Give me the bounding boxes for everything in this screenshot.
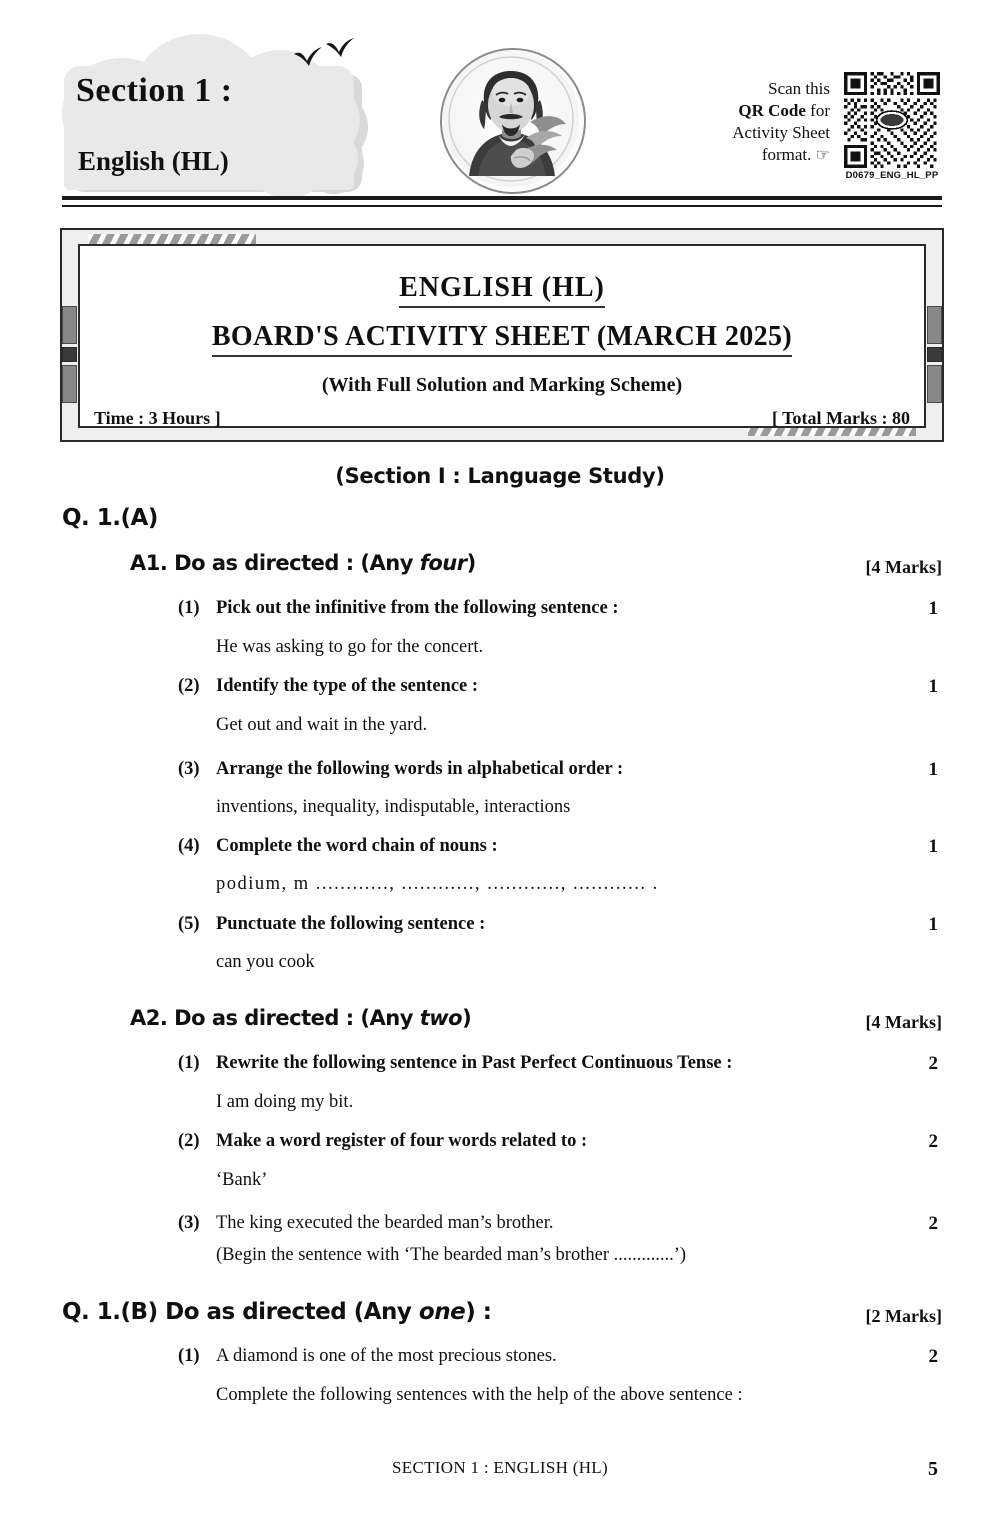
a1-item-5-body: can you cook — [216, 952, 315, 972]
a1-item-3-mark: 1 — [928, 759, 938, 780]
exam-time: Time : 3 Hours ] — [94, 408, 221, 428]
a1-item-2-number: (2) — [178, 676, 200, 696]
q1b-item-1-body: Complete the following sentences with the help of the above sentence : — [216, 1385, 743, 1405]
q1b-item-1-mark: 2 — [928, 1346, 938, 1367]
qr-code-image[interactable] — [844, 72, 940, 168]
a2-item-1-body: I am doing my bit. — [216, 1092, 354, 1112]
a1-item-5-prompt: Punctuate the following sentence : — [216, 914, 486, 934]
a1-marks: [4 Marks] — [865, 557, 942, 577]
banner-rule-thick — [62, 196, 942, 200]
a1-item-2-mark: 1 — [928, 676, 938, 697]
exam-title-inner-frame — [78, 244, 926, 428]
a1-item-4-prompt: Complete the word chain of nouns : — [216, 836, 498, 856]
a1-item-1-number: (1) — [178, 598, 200, 618]
a1-item-3-prompt: Arrange the following words in alphabetical order : — [216, 759, 624, 779]
q1b-marks: [2 Marks] — [865, 1306, 942, 1326]
exam-sheet-title — [80, 321, 924, 353]
a2-item-2-mark: 2 — [928, 1131, 938, 1152]
a1-heading-suffix: ) — [466, 551, 476, 575]
q1b-heading-prefix: Q. 1.(B) Do as directed (Any — [62, 1299, 419, 1325]
footer-section-label: SECTION 1 : ENGLISH (HL) — [392, 1458, 608, 1477]
a1-item-2-body: Get out and wait in the yard. — [216, 715, 428, 735]
footer-page-number: 5 — [928, 1458, 938, 1480]
banner-rule-thin — [62, 205, 942, 207]
a2-heading-prefix: A2. Do as directed : (Any — [130, 1006, 420, 1030]
section-heading: (Section I : Language Study) — [335, 464, 665, 488]
a2-item-3-number: (3) — [178, 1213, 200, 1233]
qr-instruction-text — [722, 78, 830, 167]
qr-line-1: Scan this — [768, 79, 830, 98]
exam-subtitle: (With Full Solution and Marking Scheme) — [321, 374, 683, 396]
a2-item-1-prompt: Rewrite the following sentence in Past Perfect Continuous Tense : — [216, 1053, 733, 1073]
a2-item-3-prompt: The king executed the bearded man’s brother. — [216, 1213, 554, 1233]
a2-item-3-mark: 2 — [928, 1213, 938, 1234]
qr-line-3: Activity Sheet — [732, 123, 830, 142]
a1-item-5-mark: 1 — [928, 914, 938, 935]
a1-item-1-body: He was asking to go for the concert. — [216, 637, 484, 657]
exam-title-box — [60, 228, 944, 442]
a1-item-3-number: (3) — [178, 759, 200, 779]
a2-item-1-mark: 2 — [928, 1053, 938, 1074]
a1-item-4-body: podium, m ............, ............, ............, ............ . — [216, 874, 659, 894]
q1b-heading-italic: one — [418, 1299, 466, 1325]
a1-item-1-mark: 1 — [928, 598, 938, 619]
a1-item-3-body: inventions, inequality, indisputable, interactions — [216, 797, 571, 817]
a2-item-2-number: (2) — [178, 1131, 200, 1151]
section-title-line2: English (HL) — [78, 146, 229, 176]
a1-item-2-prompt: Identify the type of the sentence : — [216, 676, 479, 696]
qr-line-2 — [722, 100, 830, 122]
a2-heading-suffix: ) — [462, 1006, 472, 1030]
q1b-item-1-prompt: A diamond is one of the most precious stones. — [216, 1346, 557, 1366]
a2-item-3-body: (Begin the sentence with ‘The bearded man’s brother .............’) — [216, 1245, 687, 1265]
qr-line-2-rest: for — [805, 101, 830, 120]
question-a2-heading — [130, 1006, 471, 1030]
shakespeare-portrait — [440, 48, 586, 194]
exam-subject-title — [80, 272, 924, 304]
q1b-item-1-number: (1) — [178, 1346, 200, 1366]
birds-icon — [290, 36, 370, 76]
a2-heading-italic: two — [419, 1006, 463, 1030]
question-1b-heading — [62, 1299, 491, 1325]
qr-line-4 — [722, 144, 830, 167]
question-a1-heading — [130, 551, 476, 575]
a1-heading-prefix: A1. Do as directed : (Any — [130, 551, 420, 575]
qr-code-caption: D0679_ENG_HL_PP — [845, 170, 939, 181]
page-banner — [0, 0, 1000, 200]
pointing-hand-icon: ☞ — [815, 147, 830, 164]
exam-meta-row — [94, 408, 910, 429]
qr-code-block — [722, 72, 942, 190]
a1-item-4-number: (4) — [178, 836, 200, 856]
a2-marks: [4 Marks] — [865, 1012, 942, 1032]
question-1a-label: Q. 1.(A) — [62, 505, 158, 531]
a2-item-1-number: (1) — [178, 1053, 200, 1073]
q1b-heading-suffix: ) : — [465, 1299, 492, 1325]
a2-item-2-prompt: Make a word register of four words related to : — [216, 1131, 588, 1151]
qr-code-bold: QR Code — [738, 101, 806, 120]
a1-item-5-number: (5) — [178, 914, 200, 934]
exam-subject-title-text: ENGLISH (HL) — [399, 272, 605, 308]
a1-heading-italic: four — [419, 551, 467, 575]
section-title-line1: Section 1 : — [76, 72, 233, 109]
exam-total-marks: [ Total Marks : 80 — [771, 408, 910, 428]
a1-item-1-prompt: Pick out the infinitive from the following sentence : — [216, 598, 619, 618]
a1-item-4-mark: 1 — [928, 836, 938, 857]
qr-line-4-text: format. — [761, 145, 812, 164]
exam-sheet-title-text: BOARD'S ACTIVITY SHEET (MARCH 2025) — [212, 321, 792, 357]
a2-item-2-body: ‘Bank’ — [216, 1170, 268, 1190]
